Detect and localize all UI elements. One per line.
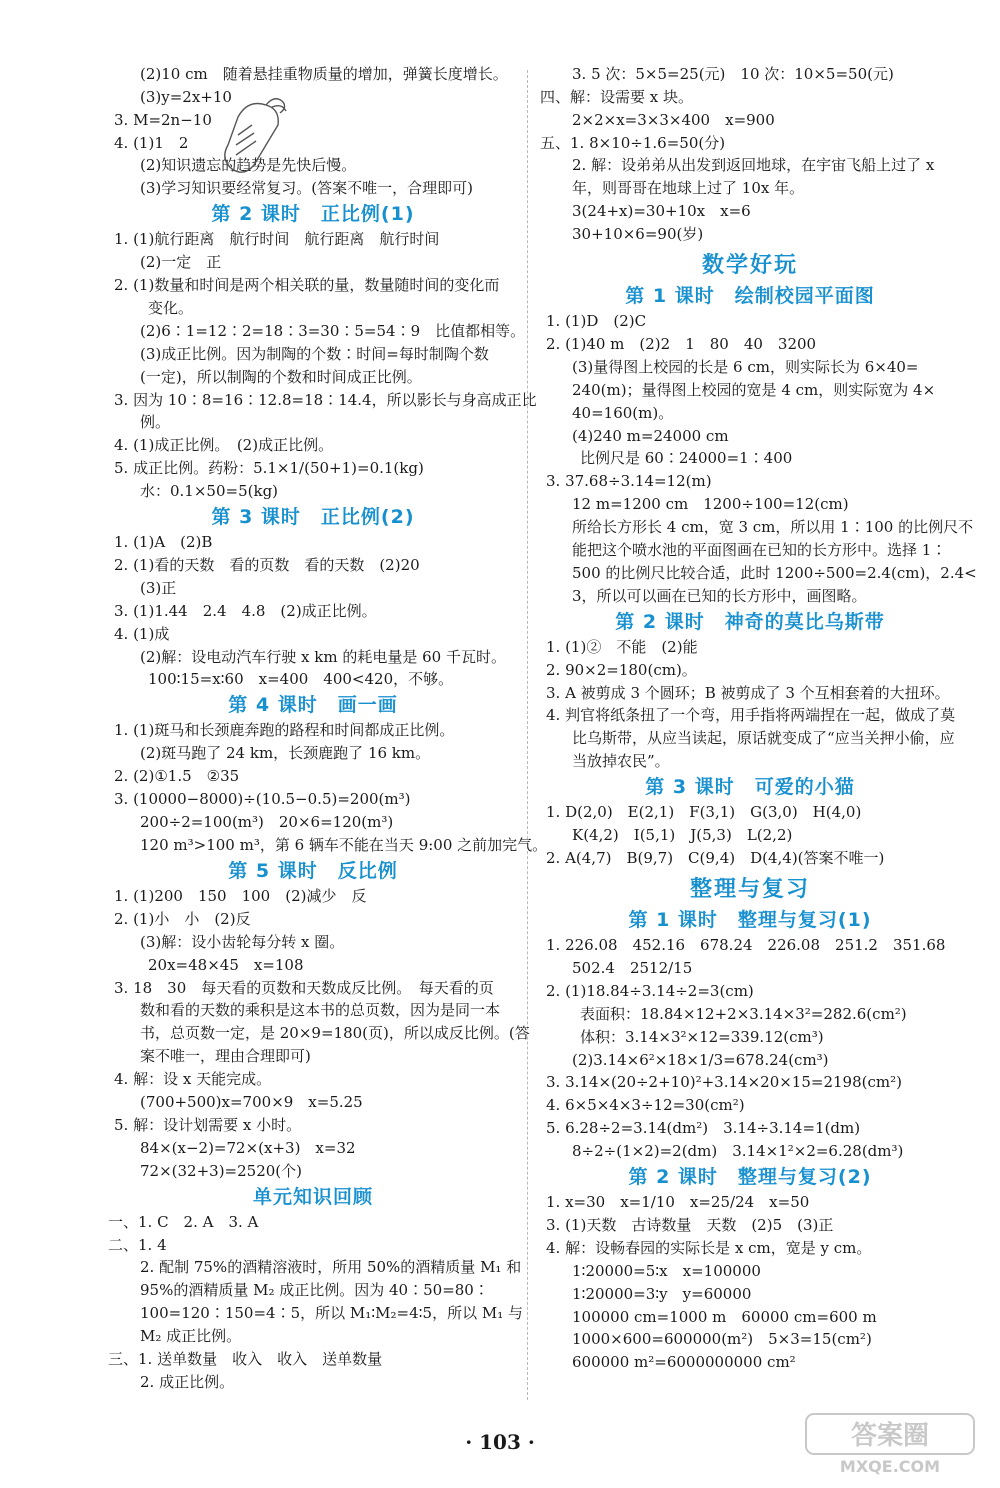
section-heading: 第 2 课时 正比例(1) xyxy=(211,203,415,226)
answer-line: 100=120∶150=4∶5，所以 M₁∶M₂=4∶5，所以 M₁ 与 xyxy=(140,1304,523,1323)
answer-line: 体积：3.14×3²×12=339.12(cm³) xyxy=(580,1027,824,1046)
answer-line: 1. (1)② 不能 (2)能 xyxy=(546,637,698,656)
section-heading: 第 2 课时 整理与复习(2) xyxy=(628,1166,872,1189)
answer-line: 100∶15=x∶60 x=400 400<420，不够。 xyxy=(148,670,454,689)
answer-line: 5. 解：设计划需要 x 小时。 xyxy=(114,1115,302,1134)
section-heading: 第 3 课时 可爱的小猫 xyxy=(645,776,855,799)
answer-line: 1. (1)航行距离 航行时间 航行距离 航行时间 xyxy=(114,230,440,249)
answer-line: 当放掉农民”。 xyxy=(572,752,670,771)
answer-line: 4. 6×5×4×3÷12=30(cm²) xyxy=(546,1096,745,1115)
answer-line: 1000×600=600000(m²) 5×3=15(cm²) xyxy=(572,1330,872,1349)
answer-line: 年，则哥哥在地球上过了 10x 年。 xyxy=(572,179,805,198)
answer-line: 5. 成正比例。药粉：5.1×1/(50+1)=0.1(kg) xyxy=(114,459,424,478)
answer-line: 比例尺是 60∶24000=1∶400 xyxy=(580,449,793,468)
sticker-illustration xyxy=(208,95,300,181)
answer-line: M₂ 成正比例。 xyxy=(140,1327,242,1346)
answer-line: 84×(x−2)=72×(x+3) x=32 xyxy=(140,1138,356,1157)
answer-line: 变化。 xyxy=(148,299,194,318)
answer-line: 3. (1)1.44 2.4 4.8 (2)成正比例。 xyxy=(114,601,377,620)
answer-line: 12 m=1200 cm 1200÷100=12(cm) xyxy=(572,495,849,514)
answer-line: (4)240 m=24000 cm xyxy=(572,426,729,445)
answer-line: 4. (1)1 2 xyxy=(114,133,189,152)
answer-line: (3)学习知识要经常复习。(答案不唯一，合理即可) xyxy=(140,179,473,198)
answer-line: 所给长方形长 4 cm，宽 3 cm，所以用 1∶100 的比例尺不 xyxy=(572,518,974,537)
answer-line: 表面积：18.84×12+2×3.14×3²=282.6(cm²) xyxy=(580,1004,907,1023)
answer-line: 500 的比例尺比较合适，此时 1200÷500=2.4(cm)，2.4< xyxy=(572,563,977,582)
answer-line: 书，总页数一定，是 20×9=180(页)，所以成反比例。(答 xyxy=(140,1024,530,1043)
section-heading: 第 4 课时 画一画 xyxy=(228,694,398,717)
answer-line: 三、1. 送单数量 收入 收入 送单数量 xyxy=(108,1349,383,1368)
svg-text:答案圈: 答案圈 xyxy=(850,1421,930,1451)
column-divider xyxy=(527,70,528,1400)
answer-line: 4. 解：设畅春园的实际长是 x cm，宽是 y cm。 xyxy=(546,1238,872,1257)
section-heading: 第 5 课时 反比例 xyxy=(228,859,398,882)
answer-line: (2)10 cm 随着悬挂重物质量的增加，弹簧长度增长。 xyxy=(140,64,508,83)
section-heading: 第 1 课时 整理与复习(1) xyxy=(628,909,872,932)
answer-line: 1. (1)斑马和长颈鹿奔跑的路程和时间都成正比例。 xyxy=(114,721,455,740)
right-column xyxy=(540,62,977,1375)
answer-line: 20x=48×45 x=108 xyxy=(148,955,304,974)
answer-line: 2. (2)①1.5 ②35 xyxy=(114,767,240,786)
answer-line: 1. D(2,0) E(2,1) F(3,1) G(3,0) H(4,0) xyxy=(546,803,862,822)
left-column xyxy=(108,62,548,1395)
answer-line: 例。 xyxy=(140,413,171,432)
answer-line: (2)6∶1=12∶2=18∶3=30∶5=54∶9 比值都相等。 xyxy=(140,321,526,340)
answer-line: 3. (1)天数 古诗数量 天数 (2)5 (3)正 xyxy=(546,1215,834,1234)
answer-line: (一定)，所以制陶的个数和时间成正比例。 xyxy=(140,367,422,386)
answer-line: 2. (1)40 m (2)2 1 80 40 3200 xyxy=(546,335,817,354)
answer-line: K(4,2) I(5,1) J(5,3) L(2,2) xyxy=(572,826,793,845)
answer-line: 3. 因为 10∶8=16∶12.8=18∶14.4，所以影长与身高成正比 xyxy=(114,390,537,409)
answer-line: (3)成正比例。因为制陶的个数∶时间=每时制陶个数 xyxy=(140,344,489,363)
answer-line: 四、解：设需要 x 块。 xyxy=(540,87,693,106)
section-heading: 单元知识回顾 xyxy=(252,1185,373,1208)
answer-line: 2. 90×2=180(cm)。 xyxy=(546,660,697,679)
answer-line: 3. 37.68÷3.14=12(m) xyxy=(546,472,712,491)
answer-line: 二、1. 4 xyxy=(108,1235,167,1254)
answer-line: 1∶20000=3∶y y=60000 xyxy=(572,1284,752,1303)
answer-line: 200÷2=100(m³) 20×6=120(m³) xyxy=(140,813,394,832)
answer-line: 2. A(4,7) B(9,7) C(9,4) D(4,4)(答案不唯一) xyxy=(546,849,885,868)
answer-line: 3. (10000−8000)÷(10.5−0.5)=200(m³) xyxy=(114,790,411,809)
answer-line: (3)正 xyxy=(140,578,177,597)
answer-line: 40=160(m)。 xyxy=(572,403,674,422)
answer-line: 2. 成正比例。 xyxy=(140,1372,235,1391)
answer-line: 一、1. C 2. A 3. A xyxy=(108,1212,259,1231)
answer-line: 数和看的天数的乘积是这本书的总页数，因为是同一本 xyxy=(140,1001,501,1020)
chapter-heading: 整理与复习 xyxy=(689,877,810,903)
answer-line: 1. 226.08 452.16 678.24 226.08 251.2 351.68 xyxy=(546,936,946,955)
answer-line: (3)解：设小齿轮每分转 x 圈。 xyxy=(140,932,345,951)
answer-line: 3. A 被剪成 3 个圆环；B 被剪成了 3 个互相套着的大扭环。 xyxy=(546,683,950,702)
answer-line: 4. 判官将纸条扭了一个弯，用手指将两端捏在一起，做成了莫 xyxy=(546,706,956,725)
answer-line: 3. M=2n−10 xyxy=(114,110,212,129)
section-heading: 第 2 课时 神奇的莫比乌斯带 xyxy=(615,610,885,633)
svg-text:MXQE.COM: MXQE.COM xyxy=(839,1457,941,1476)
answer-line: 3(24+x)=30+10x x=6 xyxy=(572,202,751,221)
answer-line: 30+10×6=90(岁) xyxy=(572,225,704,244)
answer-line: 4. 解：设 x 天能完成。 xyxy=(114,1070,272,1089)
answer-line: 2. 解：设弟弟从出发到返回地球，在宇宙飞船上过了 x xyxy=(572,156,935,175)
answer-line: 1. x=30 x=1/10 x=25/24 x=50 xyxy=(546,1193,810,1212)
section-heading: 第 1 课时 绘制校园平面图 xyxy=(625,285,875,308)
answer-line: (3)量得图上校园的长是 6 cm，则实际长为 6×40= xyxy=(572,357,919,376)
answer-line: 8÷2÷(1×2)=2(dm) 3.14×1²×2=6.28(dm³) xyxy=(572,1142,904,1161)
answer-line: 2. (1)数量和时间是两个相关联的量，数量随时间的变化而 xyxy=(114,276,500,295)
answer-line: (2)一定 正 xyxy=(140,253,222,272)
answer-line: 2. (1)小 小 (2)反 xyxy=(114,909,251,928)
answer-line: 502.4 2512/15 xyxy=(572,958,693,977)
answer-line: 4. (1)成正比例。 (2)成正比例。 xyxy=(114,436,334,455)
answer-line: 600000 m²=6000000000 cm² xyxy=(572,1353,796,1372)
answer-line: (2)斑马跑了 24 km，长颈鹿跑了 16 km。 xyxy=(140,744,431,763)
answer-line: 1∶20000=5∶x x=100000 xyxy=(572,1261,761,1280)
answer-line: (700+500)x=700×9 x=5.25 xyxy=(140,1092,363,1111)
answer-line: 95%的酒精质量 M₂ 成正比例。因为 40∶50=80∶ xyxy=(140,1281,489,1300)
answer-line: 水：0.1×50=5(kg) xyxy=(140,482,279,501)
answer-line: 4. (1)成 xyxy=(114,624,170,643)
answer-line: (3)y=2x+10 xyxy=(140,87,232,106)
answer-line: 比乌斯带，从应当读起，原话就变成了“应当关押小偷，应 xyxy=(572,729,955,748)
answer-line: 5. 6.28÷2=3.14(dm²) 3.14÷3.14=1(dm) xyxy=(546,1119,861,1138)
answer-line: (2)知识遗忘的趋势是先快后慢。 xyxy=(140,156,357,175)
answer-line: 能把这个喷水池的平面图画在已知的长方形中。选择 1∶ xyxy=(572,541,947,560)
answer-line: 1. (1)200 150 100 (2)减少 反 xyxy=(114,886,367,905)
chapter-heading: 数学好玩 xyxy=(701,253,798,279)
answer-line: 3. 5 次：5×5=25(元) 10 次：10×5=50(元) xyxy=(572,64,894,83)
answer-line: 100000 cm=1000 m 60000 cm=600 m xyxy=(572,1307,877,1326)
page-number: · 103 · xyxy=(465,1430,535,1454)
answer-line: (2)解：设电动汽车行驶 x km 的耗电量是 60 千瓦时。 xyxy=(140,647,506,666)
answer-line: 1. (1)A (2)B xyxy=(114,533,213,552)
answer-line: 案不唯一，理由合理即可) xyxy=(140,1047,311,1066)
answer-line: 五、1. 8×10÷1.6=50(分) xyxy=(540,133,726,152)
section-heading: 第 3 课时 正比例(2) xyxy=(211,506,415,529)
answer-line: 72×(32+3)=2520(个) xyxy=(140,1161,303,1180)
answer-line: (2)3.14×6²×18×1/3=678.24(cm³) xyxy=(572,1050,829,1069)
answer-line: 2. 配制 75%的酒精溶液时，所用 50%的酒精质量 M₁ 和 xyxy=(140,1258,522,1277)
answer-line: 1. (1)D (2)C xyxy=(546,312,647,331)
answer-line: 3. 18 30 每天看的页数和天数成反比例。 每天看的页 xyxy=(114,978,494,997)
answer-line: 240(m)；量得图上校园的宽是 4 cm，则实际宽为 4× xyxy=(572,380,936,399)
answer-line: 3. 3.14×(20÷2+10)²+3.14×20×15=2198(cm²) xyxy=(546,1073,902,1092)
answer-line: 2×2×x=3×3×400 x=900 xyxy=(572,110,775,129)
answer-line: 3，所以可以画在已知的长方形中，画图略。 xyxy=(572,586,867,605)
answer-line: 2. (1)看的天数 看的页数 看的天数 (2)20 xyxy=(114,556,420,575)
answer-line: 120 m³>100 m³，第 6 辆车不能在当天 9:00 之前加完气。 xyxy=(140,835,548,854)
answer-line: 2. (1)18.84÷3.14÷2=3(cm) xyxy=(546,981,754,1000)
